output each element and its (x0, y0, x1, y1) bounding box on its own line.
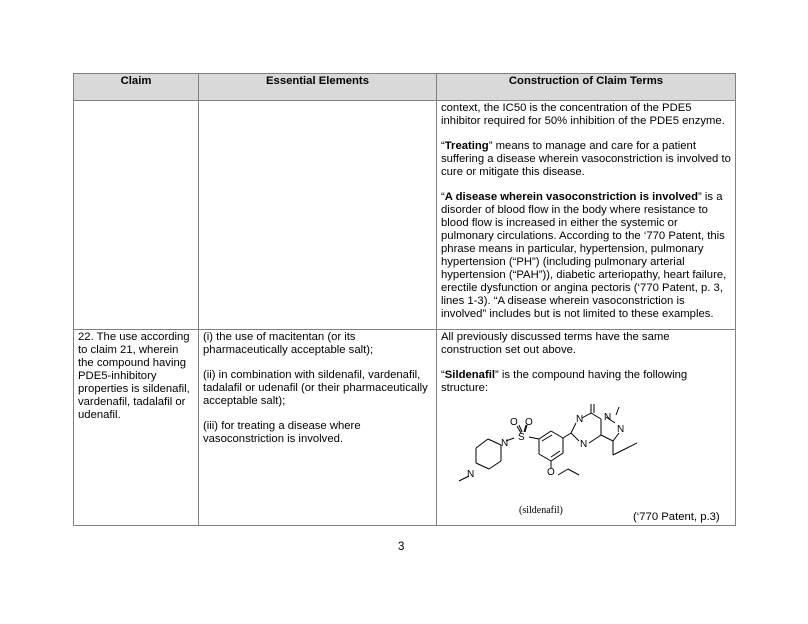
header-essential-elements: Essential Elements (199, 74, 437, 101)
structure-caption: (sildenafil) (519, 505, 563, 516)
element-ii: (ii) in combination with sildenafil, vardenafil, tadalafil or udenafil (or their pharmaceutically acceptable salt); (203, 369, 428, 407)
term-sildenafil: Sildenafil (444, 369, 495, 381)
treating-definition: “Treating” means to manage and care for a patient suffering a disease wherein vasoconstriction is involved to cure or mitigate this disease. (441, 140, 731, 178)
previous-terms-note: All previously discussed terms have the same construction set out above. (441, 331, 670, 356)
patent-citation: (‘770 Patent, p.3) (633, 511, 720, 523)
sildenafil-structure-diagram (451, 401, 651, 501)
atom-label: N (467, 469, 475, 480)
atom-label: S (518, 432, 525, 443)
table-row (74, 101, 736, 330)
construction-cell (437, 330, 736, 526)
element-i: (i) the use of macitentan (or its pharmaceutically acceptable salt); (203, 331, 374, 356)
elements-cell-empty (199, 101, 437, 330)
atom-label: N (604, 412, 612, 423)
table-header-row (74, 74, 736, 101)
atom-label: O (547, 467, 555, 478)
disease-definition: “A disease wherein vasoconstriction is involved” is a disorder of blood flow in the body where resistance to blood flow is increased in either the systemic or pulmonary circulations. According to the ‘770 Patent, this phrase means in particular, hypertension, pulmonary hypertension (“PH”) (including pulmonary arterial hypertension (“PAH”)), diabetic arteriopathy, heart failure, erectile dysfunction or angina pectoris (‘770 Patent, p. 3, lines 1-3). “A disease wherein vasoconstriction is involved” includes but is not limited to these examples. (441, 191, 727, 320)
sildenafil-structure (441, 401, 731, 523)
atom-label: N (580, 439, 588, 450)
atom-label: O (510, 417, 518, 428)
atom-label: N (617, 424, 625, 435)
claim-cell: 22. The use according to claim 21, wherein the compound having PDE5-inhibitory properties is sildenafil, vardenafil, tadalafil or udenafil. (74, 330, 199, 526)
atom-label: N (576, 414, 584, 425)
claim-cell-empty (74, 101, 199, 330)
atom-label: O (525, 417, 533, 428)
ic50-definition: context, the IC50 is the concentration of the PDE5 inhibitor required for 50% inhibition of the PDE5 enzyme. (441, 102, 725, 127)
element-iii: (iii) for treating a disease where vasoconstriction is involved. (203, 420, 361, 445)
term-disease: A disease wherein vasoconstriction is involved (444, 191, 698, 203)
construction-cell (437, 101, 736, 330)
table-row (74, 330, 736, 526)
header-claim: Claim (74, 74, 199, 101)
header-construction: Construction of Claim Terms (437, 74, 736, 101)
page-number: 3 (398, 541, 405, 553)
term-treating: Treating (444, 140, 489, 152)
claim-construction-table (73, 73, 736, 526)
sildenafil-definition: “Sildenafil” is the compound having the following structure: (441, 369, 688, 394)
atom-label: N (501, 438, 509, 449)
elements-cell (199, 330, 437, 526)
